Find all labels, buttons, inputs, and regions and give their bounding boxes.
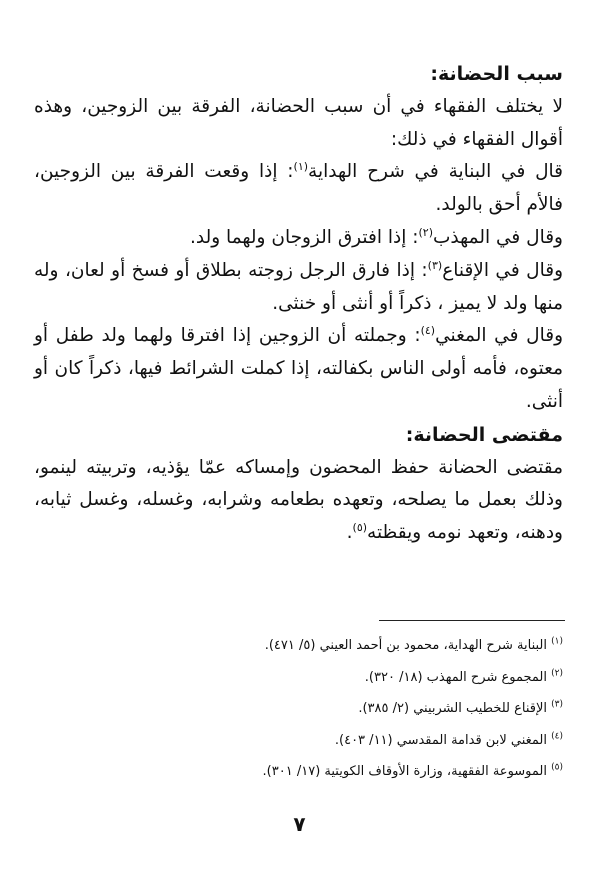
- quote-body: : وجملته أن الزوجين إذا افترقا ولهما ولد طفل أو معتوه، فأمه أولى الناس بكفالته، إذا كملت الشرائط فيها، ذكراً كان أو أنثى.: [34, 325, 563, 412]
- paragraph-quote-iqna: [34, 255, 563, 321]
- footnote-3: [36, 693, 563, 725]
- paragraph-quote-mughni: [34, 320, 563, 418]
- footnote-ref-5: (٥): [352, 521, 368, 534]
- footnote-number: (٤): [551, 731, 563, 742]
- quote-body: : إذا وقعت الفرقة بين الزوجين، فالأم أحق بالولد.: [34, 161, 563, 216]
- footnote-text: الإقناع للخطيب الشربيني (٢/ ٣٨٥).: [358, 701, 547, 716]
- footnotes: [36, 630, 563, 788]
- paragraph-intro: لا يختلف الفقهاء في أن سبب الحضانة، الفرقة بين الزوجين، وهذه أقوال الفقهاء في ذلك:: [34, 95, 563, 150]
- paragraph-quote-muhadhdhab: [34, 222, 563, 255]
- section-heading-requirement: مقتضى الحضانة:: [405, 423, 563, 446]
- paragraph-quote-binaya: [34, 156, 563, 222]
- main-text: [34, 58, 563, 550]
- footnote-number: (١): [551, 636, 563, 647]
- footnote-separator: [379, 620, 565, 621]
- section-heading-cause: سبب الحضانة:: [430, 63, 563, 85]
- footnote-ref-2: (٢): [418, 225, 433, 239]
- page-number: ٧: [293, 812, 306, 836]
- quote-body: : إذا افترق الزوجان ولهما ولد.: [190, 226, 419, 248]
- footnote-number: (٣): [551, 699, 563, 710]
- footnote-number: (٥): [551, 762, 563, 773]
- footnote-1: [36, 630, 563, 662]
- quote-body: : إذا فارق الرجل زوجته بطلاق أو فسخ أو لعان، وله منها ولد لا يميز ، ذكراً أو أنثى أو خنثى.: [34, 259, 563, 314]
- quote-lead: وقال في الإقناع: [442, 259, 563, 281]
- quote-lead: قال في البناية في شرح الهداية: [308, 161, 564, 183]
- footnote-4: [36, 725, 563, 757]
- requirement-text: مقتضى الحضانة حفظ المحضون وإمساكه عمّا يؤذيه، وتربيته لينمو، وذلك بعمل ما يصلحه، وتعهده بطعامه وشرابه، وغسله، وغسل ثيابه، ودهنه، وتعهد نومه ويقظته: [34, 456, 563, 544]
- footnote-2: [36, 662, 563, 694]
- requirement-end: .: [346, 522, 353, 544]
- footnote-number: (٢): [551, 668, 563, 679]
- paragraph-requirement: [34, 452, 563, 550]
- footnote-ref-3: (٣): [427, 258, 443, 272]
- footnote-text: المغني لابن قدامة المقدسي (١١/ ٤٠٣).: [334, 732, 547, 748]
- footnote-text: البناية شرح الهداية، محمود بن أحمد العيني (٥/ ٤٧١).: [264, 638, 547, 653]
- quote-lead: وقال في المغني: [435, 325, 564, 347]
- footnote-ref-1: (١): [293, 160, 309, 174]
- footnote-text: المجموع شرح المهذب (١٨/ ٣٢٠).: [364, 669, 547, 685]
- footnote-text: الموسوعة الفقهية، وزارة الأوقاف الكويتية (١٧/ ٣٠١).: [262, 764, 547, 779]
- footnote-5: [36, 756, 563, 788]
- footnote-ref-4: (٤): [420, 324, 436, 338]
- quote-lead: وقال في المهذب: [432, 226, 563, 248]
